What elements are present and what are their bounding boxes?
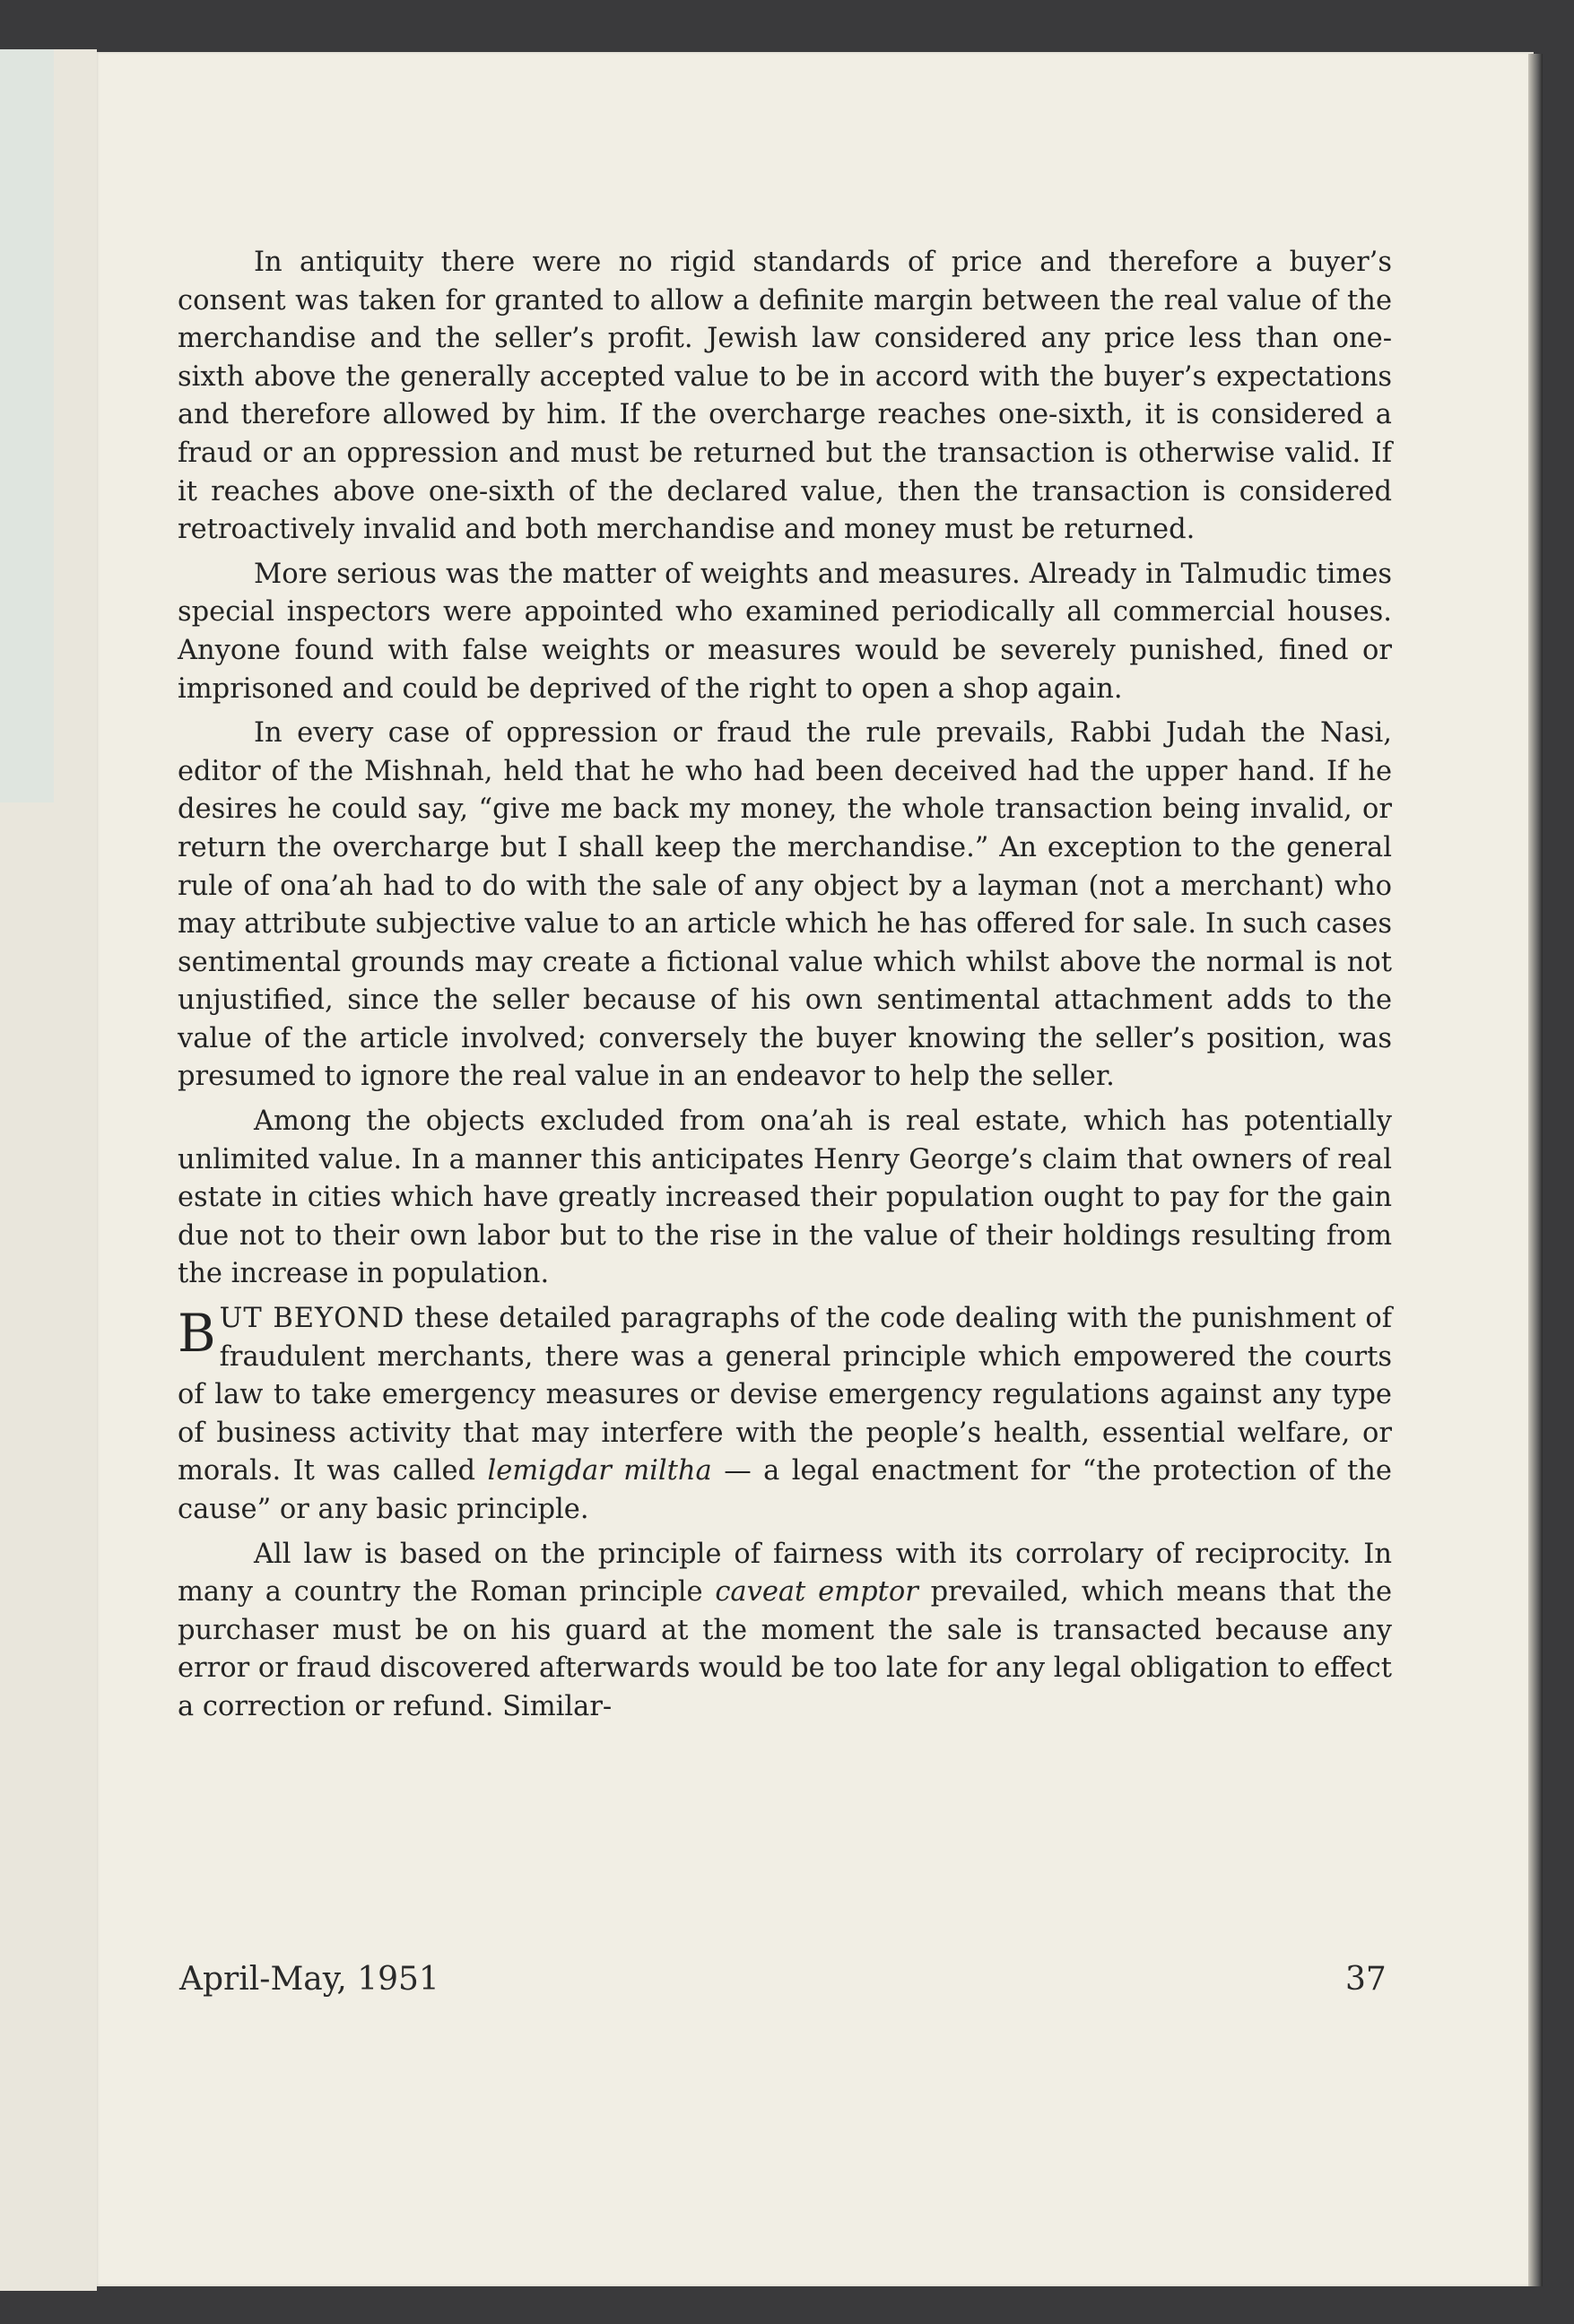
paragraph-1: In antiquity there were no rigid standards of price and therefore a buyer’s consent was taken for granted to allow a definite margin between the real value of the merchandise and the seller’s profit. Jewish law considered any price less than one-sixth above the generally accepted value to be in accord with the buyer’s expectations and therefore allowed by him. If the overcharge reaches one-sixth, it is considered a fraud or an oppression and must be returned but the transaction is otherwise valid. If it reaches above one-sixth of the declared value, then the transaction is considered retroactively invalid and both merchandise and money must be returned.: [178, 247, 1392, 546]
paragraph-6: [178, 1536, 1392, 1727]
facing-page-edge: [0, 49, 97, 2291]
body-text: [178, 244, 1392, 1733]
drop-cap: B: [178, 1303, 216, 1365]
paragraph-6-text-b: prevailed, which means that the purchaser must be on his guard at the moment the sale is transacted because any error or fraud discovered afterwards would be too late for any legal obligation to effect a correction or refund. Similar-: [178, 1576, 1392, 1722]
paragraph-5-italic: lemigdar miltha: [487, 1455, 712, 1487]
paragraph-6-italic: caveat emptor: [715, 1576, 918, 1609]
facing-page-tint: [0, 49, 54, 802]
paragraph-5: [178, 1300, 1392, 1530]
paragraph-4: Among the objects excluded from ona’ah is real estate, which has potentially unlimited value. In a manner this anticipates Henry George’s claim that owners of real estate in cities which have greatly increased their population ought to pay for the gain due not to their own labor but to the rise in the value of their holdings resulting from the increase in population.: [178, 1106, 1392, 1290]
paragraph-3: In every case of oppression or fraud the rule prevails, Rabbi Judah the Nasi, editor of the Mishnah, held that he who had been deceived had the upper hand. If he desires he could say, “give me back my money, the whole transaction being invalid, or return the overcharge but I shall keep the merchandise.” An exception to the general rule of ona’ah had to do with the sale of any object by a layman (not a merchant) who may attribute subjective value to an article which he has offered for sale. In such cases sentimental grounds may create a fictional value which whilst above the normal is not unjustified, since the seller because of his own sentimental attachment adds to the value of the article involved; conversely the buyer knowing the seller’s position, was presumed to ignore the real value in an endeavor to help the seller.: [178, 717, 1392, 1093]
paragraph-5-text-b: — a legal enactment for “the protection of the cause” or any basic principle.: [178, 1455, 1392, 1525]
footer-date: April-May, 1951: [179, 1961, 439, 1998]
paragraph-6-text-a: All law is based on the principle of fairness with its corrolary of reciprocity. In many a country the Roman principle: [178, 1538, 1392, 1609]
paragraph-5-lead: UT BEYOND: [219, 1303, 405, 1335]
page-number: 37: [1345, 1961, 1387, 1998]
page-edge-shadow: [1528, 54, 1543, 2286]
paragraph-2: More serious was the matter of weights and measures. Already in Talmudic times special inspectors were appointed who examined periodically all commercial houses. Anyone found with false weights or measures would be severely punished, fined or imprisoned and could be deprived of the right to open a shop again.: [178, 558, 1392, 705]
paragraph-5-text-a: these detailed paragraphs of the code dealing with the punishment of fraudulent merchants, there was a general principle which empowered the courts of law to take emergency measures or devise emergency regulations against any type of business activity that may interfere with the people’s health, essential welfare, or morals. It was called: [178, 1303, 1393, 1487]
